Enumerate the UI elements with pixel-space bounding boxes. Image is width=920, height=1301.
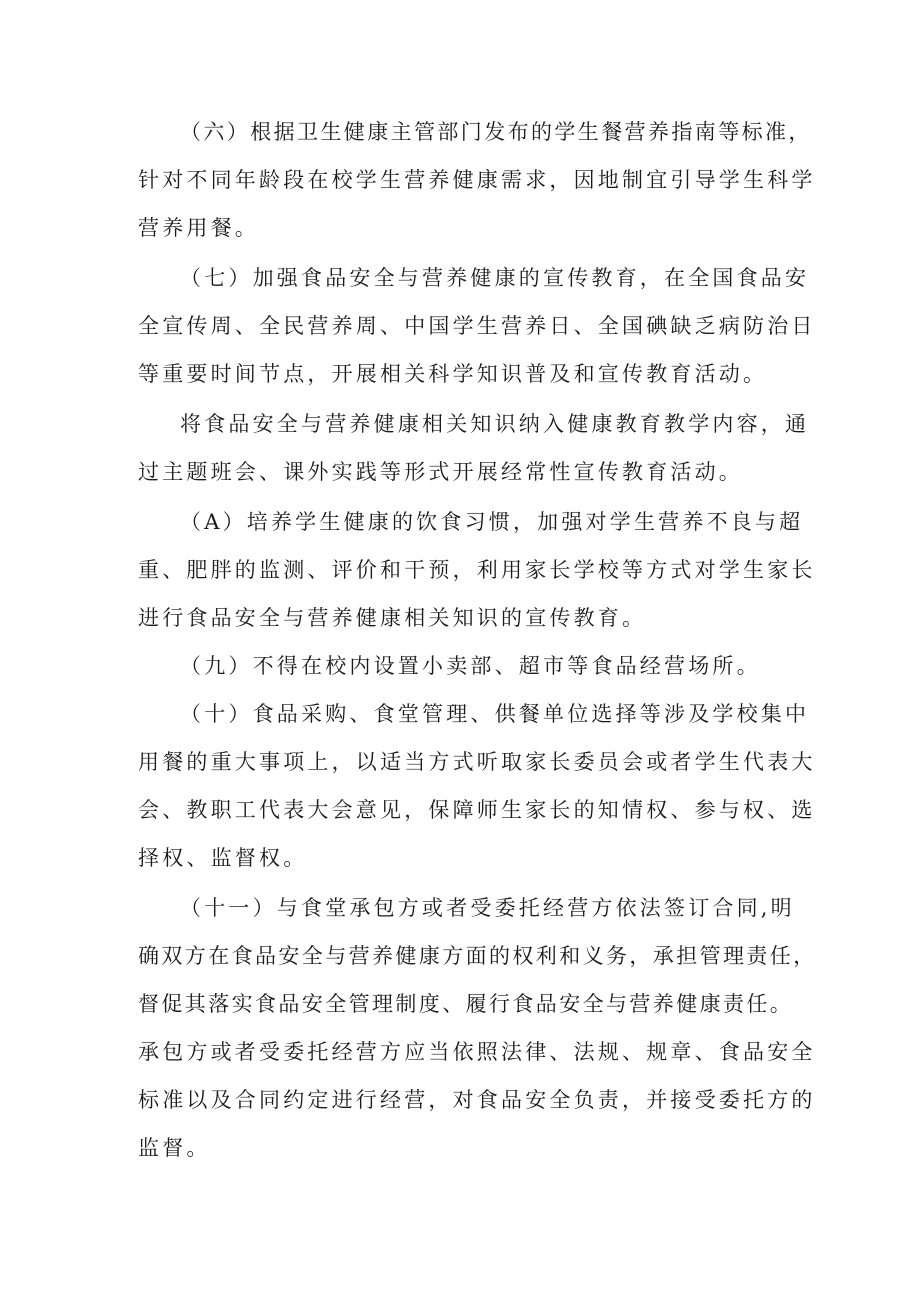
text-line: 将食品安全与营养健康相关知识纳入健康教育教学内容，通	[180, 412, 810, 436]
text-line: （九）不得在校内设置小卖部、超市等食品经营场所。	[180, 654, 761, 678]
text-line: 等重要时间节点，开展相关科学知识普及和宣传教育活动。	[138, 362, 768, 386]
text-line: （A）培养学生健康的饮食习惯，加强对学生营养不良与超	[180, 510, 804, 534]
text-line: （十一）与食堂承包方或者受委托经营方依法签订合同,明	[180, 896, 795, 920]
text-line: 营养用餐。	[138, 216, 259, 240]
text-line: 针对不同年龄段在校学生营养健康需求，因地制宜引导学生科学	[138, 168, 816, 192]
text-line: 督促其落实食品安全管理制度、履行食品安全与营养健康责任。	[138, 992, 794, 1016]
text-line: 监督。	[138, 1136, 211, 1160]
text-line: 会、教职工代表大会意见，保障师生家长的知情权、参与权、选	[138, 798, 816, 822]
text-line: （十）食品采购、食堂管理、供餐单位选择等涉及学校集中	[180, 702, 810, 726]
text-line: （六）根据卫生健康主管部门发布的学生餐营养指南等标准，	[180, 120, 812, 144]
text-line: 全宣传周、全民营养周、中国学生营养日、全国碘缺乏病防治日	[138, 314, 816, 338]
text-line: 重、肥胖的监测、评价和干预，利用家长学校等方式对学生家长	[138, 558, 816, 582]
text-line: 过主题班会、课外实践等形式开展经常性宣传教育活动。	[138, 460, 743, 484]
text-line: 进行食品安全与营养健康相关知识的宣传教育。	[138, 606, 647, 630]
text-line: （七）加强食品安全与营养健康的宣传教育，在全国食品安	[180, 266, 810, 290]
text-line: 标准以及合同约定进行经营，对食品安全负责，并接受委托方的	[138, 1088, 816, 1112]
text-line: 用餐的重大事项上，以适当方式听取家长委员会或者学生代表大	[138, 750, 816, 774]
text-line: 择权、监督权。	[138, 846, 308, 870]
text-line: 承包方或者受委托经营方应当依照法律、法规、规章、食品安全	[138, 1040, 816, 1064]
text-line: 确双方在食品安全与营养健康方面的权利和义务，承担管理责任，	[138, 944, 817, 968]
